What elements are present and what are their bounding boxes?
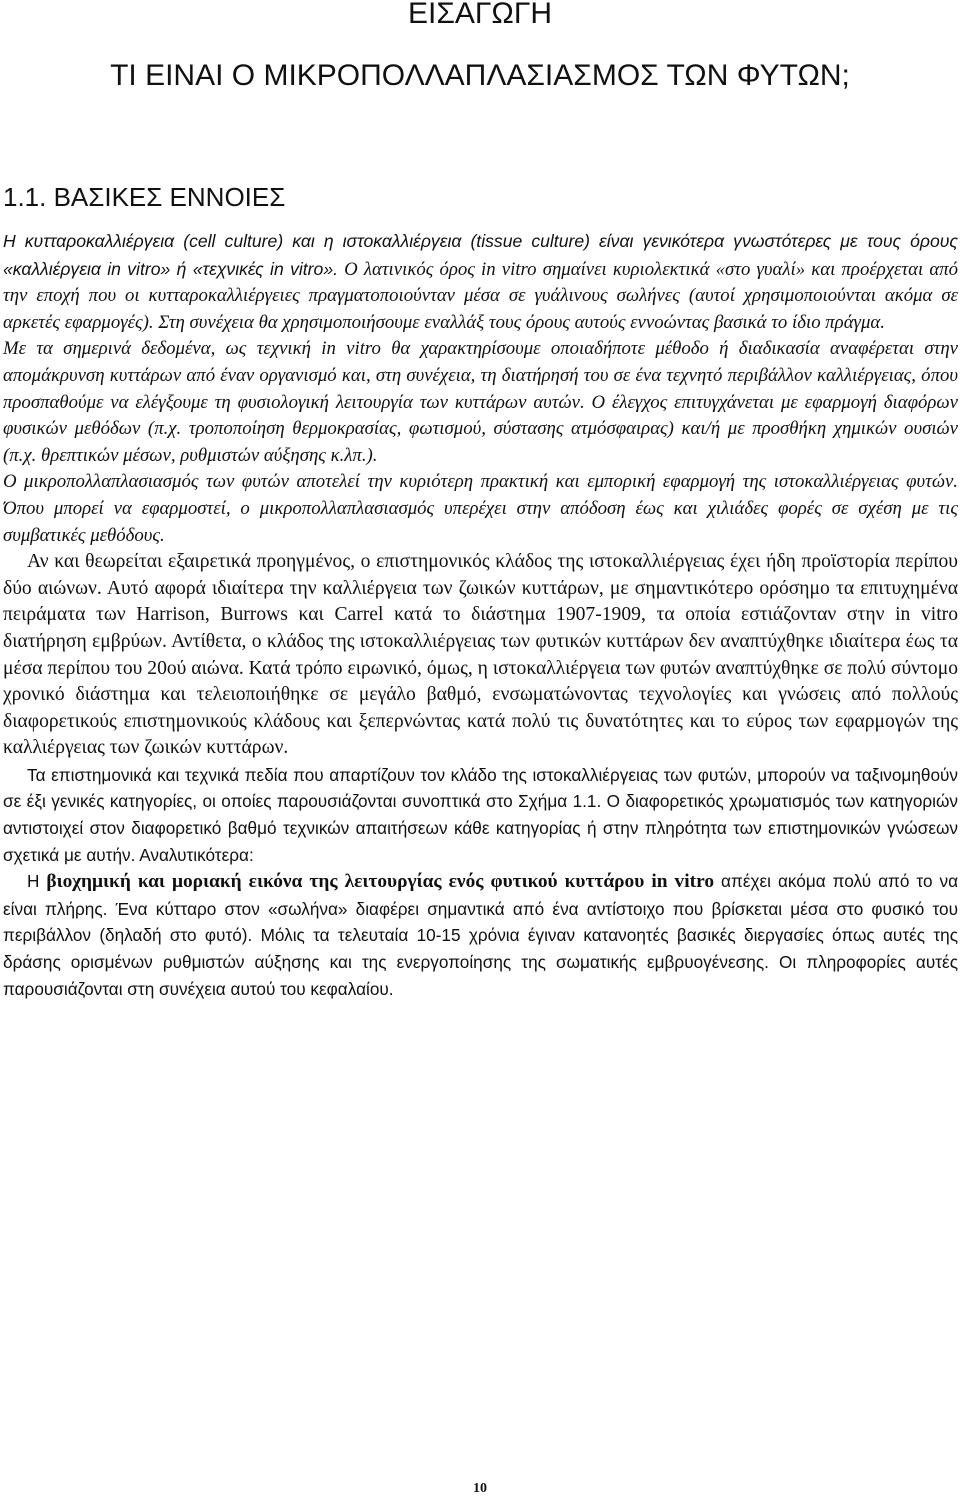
paragraph-4: Αν και θεωρείται εξαιρετικά προηγμένος, ο επιστημονικός κλάδος της ιστοκαλλιέργειας έχει ήδη προϊστορία περίπου δύο αιώνων. Αυτό αφορά ιδιαίτερα την καλλιέργεια των ζωικών κυττάρων, με σημαντικότερο ορόσημο τα επιτυχημένα πειράματα των Harrison, Burrows και Carrel κατά το διάστημα 1907-1909, τα οποία εστιάζονταν στην in vitro διατήρηση εμβρύων. Αντίθετα, ο κλάδος της ιστοκαλλιέργειας των φυτικών κυττάρων δεν αναπτύχθηκε ιδιαίτερα έως τα μέσα περίπου του 20ού αιώνα. Κατά τρόπο ειρωνικό, όμως, η ιστοκαλλιέργεια των φυτών αναπτύχθηκε σε πολύ σύντομο χρονικό διάστημα και τελειοποιήθηκε σε μεγάλο βαθμό, ενσωματώνοντας τεχνολογίες και γνώσεις από πολλούς διαφορετικούς επιστημονικούς κλάδους και ξεπερνώντας κατά πολύ τις δυνατότητες και το εύρος των εφαρμογών της καλλιέργειας των ζωικών κυττάρων. — [3, 551, 958, 759]
paragraph-5: Τα επιστημονικά και τεχνικά πεδία που απαρτίζουν τον κλάδο της ιστοκαλλιέργειας των φυτών, μπορούν να ταξινομηθούν σε έξι γενικές κατηγορίες, οι οποίες παρουσιάζονται συνοπτικά στο Σχήμα 1.1. Ο διαφορετικός χρωματισμός των κατηγοριών αντιστοιχεί στον διαφορετικό βαθμό τεχνικών απαιτήσεων κάθε κατηγορίας ή στην πληρότητα των επιστημονικών γνώσεων σχετικά με αυτήν. Αναλυτικότερα: — [3, 764, 958, 865]
main-title: ΤΙ ΕΙΝΑΙ Ο ΜΙΚΡΟΠΟΛΛΑΠΛΑΣΙΑΣΜΟΣ ΤΩΝ ΦΥΤΩΝ; — [110, 59, 850, 92]
paragraph-1-rest: Ο λατινικός όρος in vitro σημαίνει κυριολεκτικά «στο γυαλί» και προέρχεται από την εποχή που οι κυτταροκαλλιέργειες πραγματοποιούνταν μέσα σε γυάλινους σωλήνες (αυτοί χρησιμοποιούνται ακόμα σε αρκετές εφαρμογές). Στη συνέχεια θα χρησιμοποιήσουμε εναλλάξ τους όρους αυτούς εννοώντας βασικά το ίδιο πράγμα. — [3, 258, 959, 333]
paragraph-6 — [3, 868, 958, 1002]
paragraph-6-post: απέχει ακόμα πολύ από το να είναι πλήρης. Ένα κύτταρο στον «σωλήνα» διαφέρει σημαντικά από ένα αντίστοιχο που βρίσκεται μέσα στο φυσικό του περιβάλλον (δηλαδή στο φυτό). Μόλις τα τελευταία 10-15 χρόνια έγιναν κατανοητές βασικές διεργασίες όπως αυτές της δράσης ορισμένων ρυθμιστών αύξησης και της ενεργοποίησης της σωματικής εμβρυογένεσης. Οι πληροφορίες αυτές παρουσιάζονται στη συνέχεια αυτού του κεφαλαίου. — [3, 871, 959, 999]
paragraph-1-lead: Η κυτταροκαλλιέργεια (cell culture) και η ιστοκαλλιέργεια (tissue culture) είναι γενικότερα γνωστότερες με τους όρους «καλλιέργεια in vitro» ή «τεχνικές in vitro». — [3, 231, 958, 279]
paragraph-6-pre: Η — [27, 871, 47, 892]
section-title: 1.1. ΒΑΣΙΚΕΣ ΕΝΝΟΙΕΣ — [3, 182, 286, 212]
page-number: 10 — [473, 1481, 487, 1496]
paragraph-1 — [3, 228, 958, 336]
paragraph-6-bold: βιοχημική και μοριακή εικόνα της λειτουργίας ενός φυτικού κυττάρου in vitro — [46, 871, 715, 893]
paragraph-2: Με τα σημερινά δεδομένα, ως τεχνική in vitro θα χαρακτηρίσουμε οποιαδήποτε μέθοδο ή διαδικασία αναφέρεται στην απομάκρυνση κυττάρων από έναν οργανισμό και, στη συνέχεια, τη διατήρησή του σε ένα τεχνητό περιβάλλον καλλιέργειας, όπου προσπαθούμε να ελέγξουμε τη φυσιολογική λειτουργία των κυττάρων αυτών. Ο έλεγχος επιτυγχάνεται με εφαρμογή διαφόρων φυσικών μεθόδων (π.χ. τροποποίηση θερμοκρασίας, φωτισμού, σύστασης ατμόσφαιρας) και/ή με προσθήκη χημικών ουσιών (π.χ. θρεπτικών μέσων, ρυθμιστών αύξησης κ.λπ.). — [3, 338, 958, 466]
paragraph-3: Ο μικροπολλαπλασιασμός των φυτών αποτελεί την κυριότερη πρακτική και εμπορική εφαρμογή της ιστοκαλλιέργειας φυτών. Όπου μπορεί να εφαρμοστεί, ο μικροπολλαπλασιασμός υπερέχει στην απόδοση έως και χιλιάδες φορές σε σχέση με τις συμβατικές μεθόδους. — [3, 471, 958, 546]
chapter-title: ΕΙΣΑΓΩΓΗ — [407, 0, 553, 30]
body-text — [3, 228, 958, 1002]
